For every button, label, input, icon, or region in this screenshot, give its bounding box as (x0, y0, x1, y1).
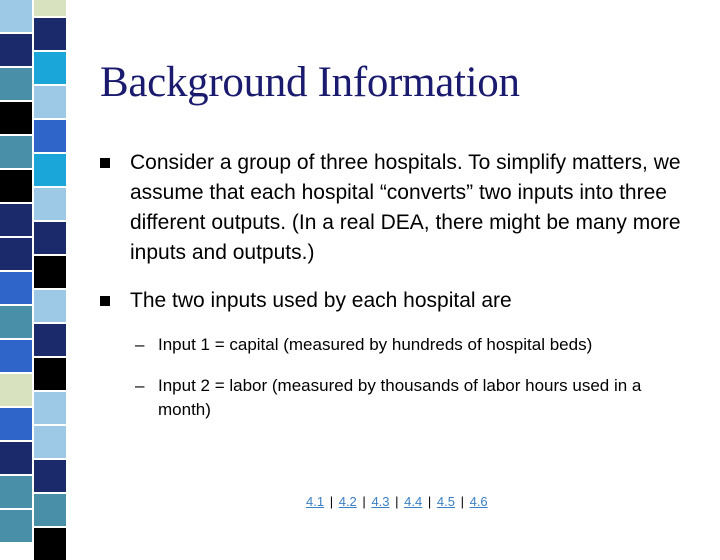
nav-link-4-6[interactable]: 4.6 (469, 494, 488, 509)
nav-separator: | (329, 494, 334, 509)
stripe-block (34, 528, 66, 560)
stripe-block (34, 256, 66, 288)
stripe-block (34, 494, 66, 526)
stripe-block (34, 222, 66, 254)
nav-separator: | (427, 494, 432, 509)
sub-bullet-dash: – (135, 376, 145, 395)
nav-link-4-5[interactable]: 4.5 (436, 494, 455, 509)
stripe-block (34, 358, 66, 390)
stripe-block (34, 392, 66, 424)
sub-bullet-dash: – (135, 335, 145, 354)
stripe-block (34, 120, 66, 152)
stripe-block (0, 442, 32, 474)
stripe-block (34, 154, 66, 186)
stripe-block (0, 238, 32, 270)
stripe-block (0, 340, 32, 372)
slide-title: Background Information (100, 59, 520, 106)
nav-separator: | (460, 494, 464, 509)
stripe-block (34, 460, 66, 492)
stripe-block (0, 408, 32, 440)
stripe-block (34, 324, 66, 356)
bullet-2-text: The two inputs used by each hospital are (130, 289, 512, 312)
stripe-block (0, 34, 32, 66)
stripe-block (0, 510, 32, 542)
stripe-block (0, 0, 32, 32)
bullet-marker-icon (100, 158, 110, 168)
nav-link-4-4[interactable]: 4.4 (404, 494, 423, 509)
nav-separator: | (395, 494, 399, 509)
bullet-1-text: Consider a group of three hospitals. To simplify matters, we assume that each hospital “converts” two inputs into three different outputs. (In a real DEA, there might be many more inputs and outputs.) (130, 151, 681, 264)
decorative-stripe (0, 0, 66, 540)
stripe-block (0, 374, 32, 406)
stripe-block (34, 0, 66, 16)
nav-link-4-2[interactable]: 4.2 (338, 494, 357, 509)
stripe-block (0, 204, 32, 236)
sub-bullet-1-text: Input 1 = capital (measured by hundreds of hospital beds) (158, 335, 593, 354)
stripe-block (0, 476, 32, 508)
stripe-block (0, 306, 32, 338)
stripe-block (0, 102, 32, 134)
section-nav (306, 494, 488, 509)
stripe-block (34, 52, 66, 84)
stripe-block (34, 18, 66, 50)
nav-link-4-1[interactable]: 4.1 (306, 494, 325, 509)
stripe-block (0, 68, 32, 100)
stripe-block (34, 86, 66, 118)
stripe-block (34, 426, 66, 458)
bullet-marker-icon (100, 296, 110, 306)
nav-separator: | (362, 494, 366, 509)
stripe-block (0, 170, 32, 202)
stripe-block (34, 188, 66, 220)
nav-link-4-3[interactable]: 4.3 (371, 494, 390, 509)
sub-bullet-2-text: Input 2 = labor (measured by thousands of labor hours used in a month) (158, 376, 642, 419)
stripe-block (0, 272, 32, 304)
stripe-block (0, 136, 32, 168)
stripe-block (34, 290, 66, 322)
